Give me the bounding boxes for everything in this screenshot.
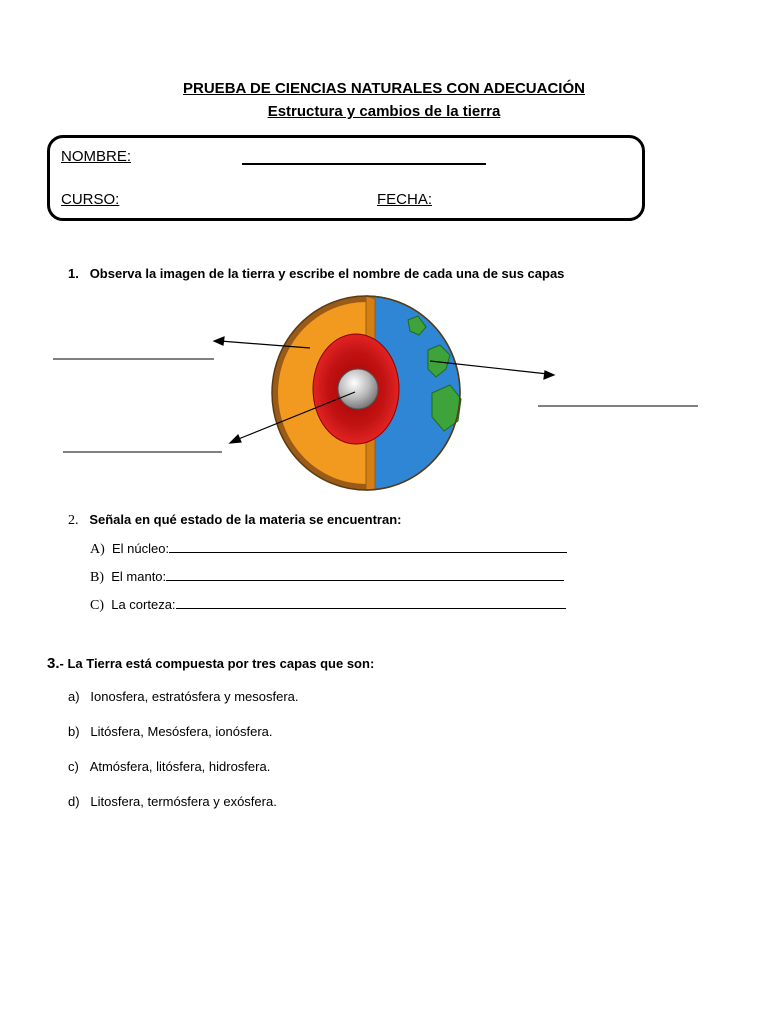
question-2-item: A) El núcleo:: [90, 540, 567, 558]
question-2-item: B) El manto:: [90, 568, 564, 586]
name-field-line[interactable]: [242, 163, 486, 165]
answer-line[interactable]: [176, 596, 566, 609]
name-label: NOMBRE:: [61, 148, 132, 165]
item-label: El núcleo:: [112, 541, 170, 556]
option-text: Litósfera, Mesósfera, ionósfera.: [90, 724, 273, 739]
option-text: Litosfera, termósfera y exósfera.: [90, 794, 277, 809]
item-label: El manto:: [111, 569, 167, 584]
inner-core: [338, 369, 378, 409]
question-3-option[interactable]: b) Litósfera, Mesósfera, ionósfera.: [68, 724, 273, 739]
question-1-number: 1.: [68, 266, 79, 281]
question-2-item: C) La corteza:: [90, 596, 566, 614]
page-subtitle: Estructura y cambios de la tierra: [267, 103, 501, 120]
answer-line[interactable]: [169, 540, 567, 553]
question-1: [68, 266, 564, 281]
option-text: Ionosfera, estratósfera y mesosfera.: [90, 689, 299, 704]
item-label: La corteza:: [111, 597, 176, 612]
question-3-option[interactable]: c) Atmósfera, litósfera, hidrosfera.: [68, 759, 271, 774]
question-2: [68, 512, 401, 529]
question-3: [47, 655, 374, 672]
date-label: FECHA:: [377, 191, 433, 208]
question-3-option[interactable]: a) Ionosfera, estratósfera y mesosfera.: [68, 689, 299, 704]
earth-diagram: [0, 285, 768, 500]
question-3-option[interactable]: d) Litosfera, termósfera y exósfera.: [68, 794, 277, 809]
page-title: PRUEBA DE CIENCIAS NATURALES CON ADECUACIÓN: [183, 80, 585, 97]
option-text: Atmósfera, litósfera, hidrosfera.: [89, 759, 271, 774]
question-2-text: Señala en qué estado de la materia se encuentran:: [89, 512, 402, 527]
course-label: CURSO:: [61, 191, 120, 208]
question-2-number: 2.: [68, 513, 79, 528]
question-1-text: Observa la imagen de la tierra y escribe el nombre de cada una de sus capas: [89, 266, 565, 281]
student-info-box: [47, 135, 645, 221]
question-3-text: - La Tierra está compuesta por tres capas que son:: [59, 656, 375, 671]
question-3-number: 3.: [47, 655, 60, 672]
answer-line[interactable]: [166, 568, 564, 581]
